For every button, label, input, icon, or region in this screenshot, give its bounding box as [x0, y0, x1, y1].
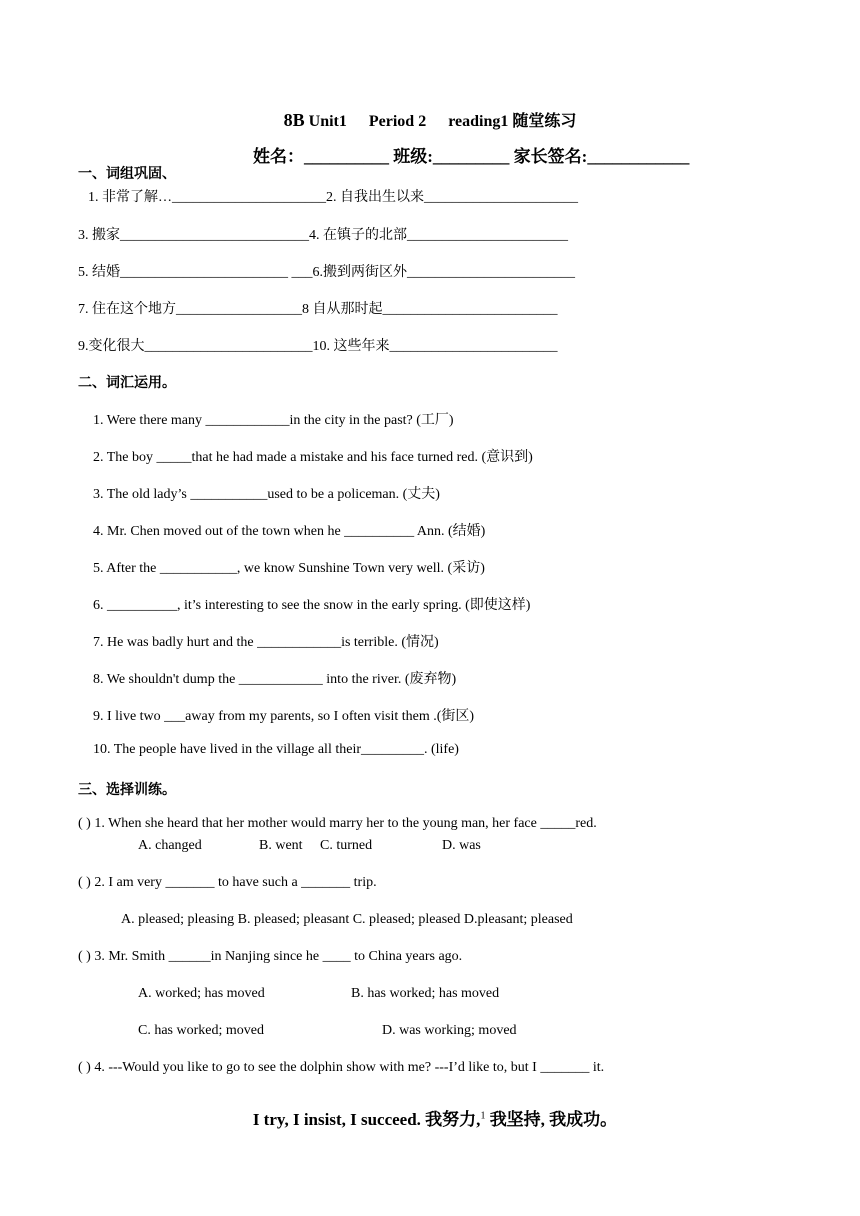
q2-options: A. pleased; pleasing B. pleased; pleasant C. pleased; pleased D.pleasant; pleased: [121, 912, 573, 927]
choice-question-3: ( ) 3. Mr. Smith ______in Nanjing since he ____ to China years ago.: [78, 949, 463, 964]
phrase-line-5: 9.变化很大________________________10. 这些年来________________________: [78, 339, 558, 354]
section3-heading: 三、选择训练。: [78, 782, 176, 798]
vocab-item-3: 3. The old lady’s ___________used to be a policeman. (丈夫): [93, 487, 440, 502]
vocab-item-1: 1. Were there many ____________in the city in the past? (工厂): [93, 413, 454, 428]
vocab-item-5: 5. After the ___________, we know Sunshine Town very well. (采访): [93, 561, 485, 576]
section2-heading: 二、词汇运用。: [78, 375, 176, 391]
vocab-item-10: 10. The people have lived in the village all their_________. (life): [93, 742, 459, 757]
vocab-item-8: 8. We shouldn't dump the ____________ into the river. (废弃物): [93, 672, 457, 687]
vocab-item-4: 4. Mr. Chen moved out of the town when he __________ Ann. (结婚): [93, 524, 486, 539]
page-title: [0, 108, 860, 131]
q3-option-c: C. has worked; moved: [138, 1023, 264, 1038]
q3-option-d: D. was working; moved: [382, 1023, 517, 1038]
phrase-line-4: 7. 住在这个地方__________________8 自从那时起_________________________: [78, 302, 558, 317]
motto-chinese: 我坚持, 我成功。: [485, 1110, 618, 1129]
vocab-item-7: 7. He was badly hurt and the ____________is terrible. (情况): [93, 635, 439, 650]
choice-question-4: ( ) 4. ---Would you like to go to see the dolphin show with me? ---I’d like to, but I _______ it.: [78, 1060, 605, 1075]
vocab-item-2: 2. The boy _____that he had made a mistake and his face turned red. (意识到): [93, 450, 533, 465]
vocab-item-9: 9. I live two ___away from my parents, so I often visit them .(街区): [93, 709, 475, 724]
q1-option-a: A. changed: [138, 838, 202, 853]
choice-question-1: ( ) 1. When she heard that her mother would marry her to the young man, her face _____red.: [78, 816, 597, 831]
motto-english: I try, I insist, I succeed. 我努力,: [252, 1110, 481, 1129]
phrase-line-3: 5. 结婚________________________ ___6.搬到两街区外________________________: [78, 265, 575, 280]
motto: [0, 1105, 860, 1130]
student-info-line: 姓名：__________ 班级:_________ 家长签名:____________: [253, 147, 690, 166]
q1-option-c: C. turned: [320, 838, 373, 853]
title-grade: 8B: [283, 110, 305, 130]
choice-question-2: ( ) 2. I am very _______ to have such a _______ trip.: [78, 875, 377, 890]
vocab-item-6: 6. __________, it’s interesting to see the snow in the early spring. (即使这样): [93, 598, 531, 613]
phrase-line-1: 1. 非常了解…______________________2. 自我出生以来______________________: [88, 190, 578, 205]
q1-option-b: B. went: [259, 838, 303, 853]
q1-option-d: D. was: [442, 838, 481, 853]
q3-option-b: B. has worked; has moved: [351, 986, 500, 1001]
title-unit: Unit1: [308, 113, 347, 130]
title-period: Period 2: [368, 113, 427, 130]
phrase-line-2: 3. 搬家___________________________4. 在镇子的北部_______________________: [78, 228, 568, 243]
section1-heading: 一、词组巩固、: [78, 166, 176, 182]
q3-option-a: A. worked; has moved: [138, 986, 265, 1001]
title-practice: reading1 随堂练习: [448, 113, 577, 130]
page-number: 1: [480, 1110, 486, 1122]
